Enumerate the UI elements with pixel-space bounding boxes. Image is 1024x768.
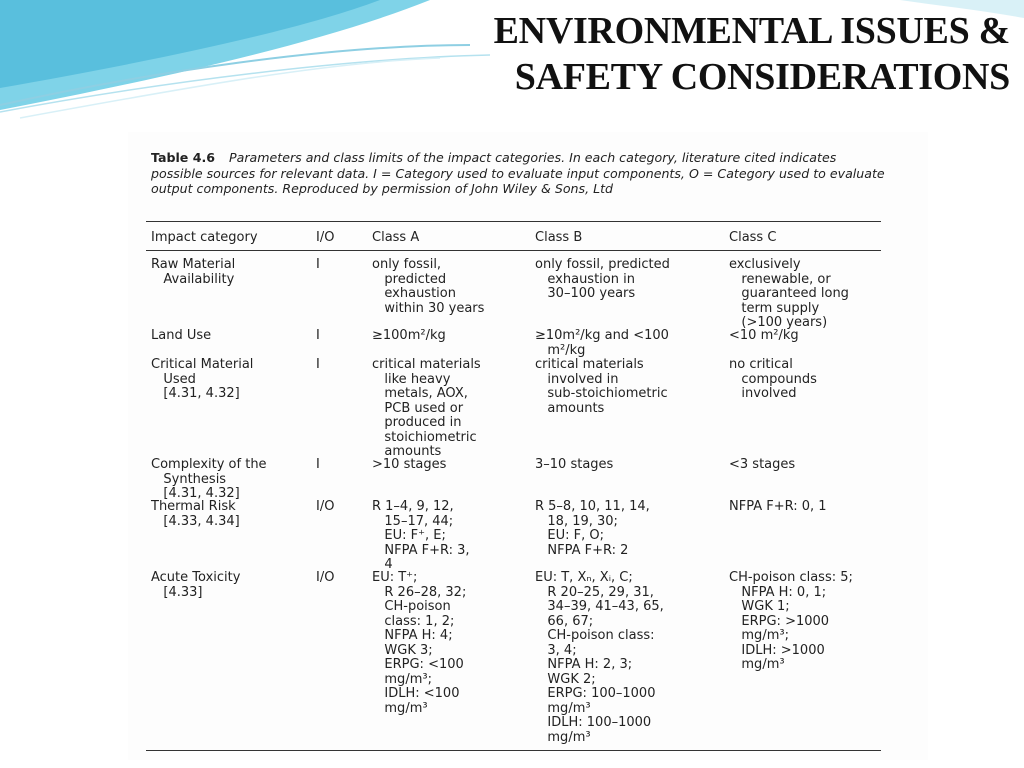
- header-class-a: Class A: [372, 230, 420, 245]
- row-category: Critical Material Used [4.31, 4.32]: [151, 357, 254, 401]
- row-class-a: critical materials like heavy metals, AOX, PCB used or produced in stoichiometric amounts: [372, 357, 481, 459]
- row-io: I: [316, 357, 320, 372]
- slide-title-line-1: ENVIRONMENTAL ISSUES &: [493, 10, 1010, 52]
- row-class-b: EU: T, Xₙ, Xᵢ, C; R 20–25, 29, 31, 34–39, 41–43, 65, 66, 67; CH-poison class: 3, 4; NFPA H: 2, 3; WGK 2; ERPG: 100–1000 mg/m³ IDLH: 100–1000 mg/m³: [535, 570, 664, 745]
- row-io: I/O: [316, 570, 335, 585]
- row-class-c: NFPA F+R: 0, 1: [729, 499, 827, 514]
- table-number: Table 4.6: [151, 150, 216, 165]
- table-top-rule: [146, 221, 881, 222]
- row-io: I: [316, 457, 320, 472]
- row-class-b: critical materials involved in sub-stoichiometric amounts: [535, 357, 668, 416]
- row-category: Thermal Risk [4.33, 4.34]: [151, 499, 240, 529]
- row-class-a: EU: T⁺; R 26–28, 32; CH-poison class: 1, 2; NFPA H: 4; WGK 3; ERPG: <100 mg/m³; IDLH: <100 mg/m³: [372, 570, 467, 716]
- table-bottom-rule: [146, 750, 881, 751]
- row-class-b: 3–10 stages: [535, 457, 614, 472]
- row-category: Acute Toxicity [4.33]: [151, 570, 241, 600]
- header-impact-category: Impact category: [151, 230, 258, 245]
- row-io: I: [316, 328, 320, 343]
- row-class-c: <3 stages: [729, 457, 796, 472]
- row-class-b: only fossil, predicted exhaustion in 30–100 years: [535, 257, 670, 301]
- header-class-b: Class B: [535, 230, 583, 245]
- row-category: Raw Material Availability: [151, 257, 236, 287]
- row-io: I: [316, 257, 320, 272]
- row-category: Complexity of the Synthesis [4.31, 4.32]: [151, 457, 267, 501]
- table-header-rule: [146, 250, 881, 251]
- row-class-a: ≥100m²/kg: [372, 328, 446, 343]
- header-io: I/O: [316, 230, 335, 245]
- row-class-c: exclusively renewable, or guaranteed long term supply (>100 years): [729, 257, 849, 330]
- row-class-a: >10 stages: [372, 457, 447, 472]
- row-class-c: <10 m²/kg: [729, 328, 799, 343]
- row-class-a: R 1–4, 9, 12, 15–17, 44; EU: F⁺, E; NFPA F+R: 3, 4: [372, 499, 470, 572]
- table-caption: [151, 150, 886, 197]
- row-class-a: only fossil, predicted exhaustion within 30 years: [372, 257, 485, 316]
- row-category: Land Use: [151, 328, 212, 343]
- slide-title: [370, 8, 1010, 100]
- row-class-b: R 5–8, 10, 11, 14, 18, 19, 30; EU: F, O; NFPA F+R: 2: [535, 499, 650, 558]
- row-class-c: no critical compounds involved: [729, 357, 817, 401]
- row-class-b: ≥10m²/kg and <100 m²/kg: [535, 328, 669, 358]
- header-class-c: Class C: [729, 230, 777, 245]
- row-io: I/O: [316, 499, 335, 514]
- row-class-c: CH-poison class: 5; NFPA H: 0, 1; WGK 1; ERPG: >1000 mg/m³; IDLH: >1000 mg/m³: [729, 570, 853, 672]
- slide-title-line-2: SAFETY CONSIDERATIONS: [514, 56, 1010, 98]
- table-caption-text: Parameters and class limits of the impact categories. In each category, literature cited indicates possible sources for relevant data. I = Category used to evaluate input components, O = Category used to evaluate output components. Reproduced by permission of John Wiley & Sons, Ltd: [151, 150, 885, 196]
